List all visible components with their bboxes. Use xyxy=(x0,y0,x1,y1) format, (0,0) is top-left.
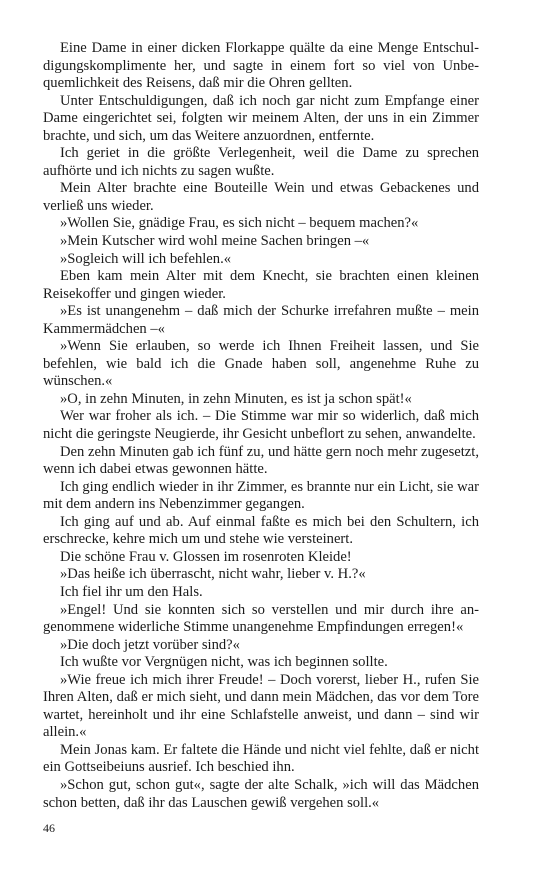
paragraph: Unter Entschuldigungen, daß ich noch gar nicht zum Empfange einer Dame eingerichtet sei, folgten wir meinem Alten, der uns in ein Zimmer brachte, und sich, um das Weitere anzuordnen, entfernte. xyxy=(43,92,479,144)
paragraph: »Es ist unangenehm – daß mich der Schurke irrefahren mußte – mein Kammermädchen –« xyxy=(43,303,479,337)
paragraph: Mein Alter brachte eine Bouteille Wein und etwas Gebackenes und verließ uns wieder. xyxy=(43,180,479,214)
paragraph: »O, in zehn Minuten, in zehn Minuten, es ist ja schon spät!« xyxy=(60,390,412,407)
paragraph: Eben kam mein Alter mit dem Knecht, sie brachten einen kleinen Reisekoffer und gingen wieder. xyxy=(43,268,479,302)
paragraph: »Das heiße ich überrascht, nicht wahr, lieber v. H.?« xyxy=(60,566,366,583)
paragraph: Den zehn Minuten gab ich fünf zu, und hätte gern noch mehr zugesetzt, wenn ich dabei etwas gewonnen hätte. xyxy=(43,443,479,478)
paragraph: »Mein Kutscher wird wohl meine Sachen bringen –« xyxy=(60,233,370,250)
paragraph: Die schöne Frau v. Glossen im rosenroten Kleide! xyxy=(60,548,352,565)
paragraph: Ich wußte vor Vergnügen nicht, was ich beginnen sollte. xyxy=(60,654,388,671)
paragraph: Ich fiel ihr um den Hals. xyxy=(60,583,203,600)
page-number: 46 xyxy=(43,821,55,835)
paragraph: Eine Dame in einer dicken Florkappe quälte da eine Menge Entschuldigungskomplimente her, und sagte in einem fort so viel von Unbequemlichkeit des Reisens, daß mir die Ohren gellten. xyxy=(43,40,479,92)
paragraph: Ich geriet in die größte Verlegenheit, weil die Dame zu sprechen aufhörte und ich nichts zu sagen wußte. xyxy=(43,145,479,179)
page-body xyxy=(43,40,479,812)
paragraph: Ich ging auf und ab. Auf einmal faßte es mich bei den Schultern, ich erschrecke, kehre mich um und stehe wie versteinert. xyxy=(43,513,479,548)
paragraph: »Wie freue ich mich ihrer Freude! – Doch vorerst, lieber H., rufen Sie Ihren Alten, daß er mich sieht, und dann mein Mädchen, das vor dem Tore wartet, hereinholt und ihr eine Schlafstelle anweist, und dann – sind wir allein.« xyxy=(43,671,479,741)
paragraph: Wer war froher als ich. – Die Stimme war mir so widerlich, daß mich nicht die geringste Neugierde, ihr Gesicht unbeflort zu sehen, anwandelte. xyxy=(43,408,479,443)
paragraph: »Die doch jetzt vorüber sind?« xyxy=(60,636,240,653)
paragraph: »Engel! Und sie konnten sich so verstellen und mir durch ihre angenommene widerliche Stimme unangenehme Empfindungen erregen!« xyxy=(43,601,479,636)
paragraph: »Schon gut, schon gut«, sagte der alte Schalk, »ich will das Mädchen schon betten, daß ihr das Lauschen gewiß vergehen soll.« xyxy=(43,776,479,811)
paragraph: »Sogleich will ich befehlen.« xyxy=(60,250,232,267)
paragraph: »Wenn Sie erlauben, so werde ich Ihnen Freiheit lassen, und Sie befehlen, wie bald ich die Gnade haben soll, angenehme Ruhe zu wünschen.« xyxy=(43,338,479,390)
paragraph: »Wollen Sie, gnädige Frau, es sich nicht – bequem machen?« xyxy=(60,215,419,232)
paragraph: Ich ging endlich wieder in ihr Zimmer, es brannte nur ein Licht, sie war mit dem andern ins Nebenzimmer gegangen. xyxy=(43,478,479,513)
paragraph: Mein Jonas kam. Er faltete die Hände und nicht viel fehlte, daß er nicht ein Gottseibeiuns ausrief. Ich beschied ihn. xyxy=(43,741,479,776)
